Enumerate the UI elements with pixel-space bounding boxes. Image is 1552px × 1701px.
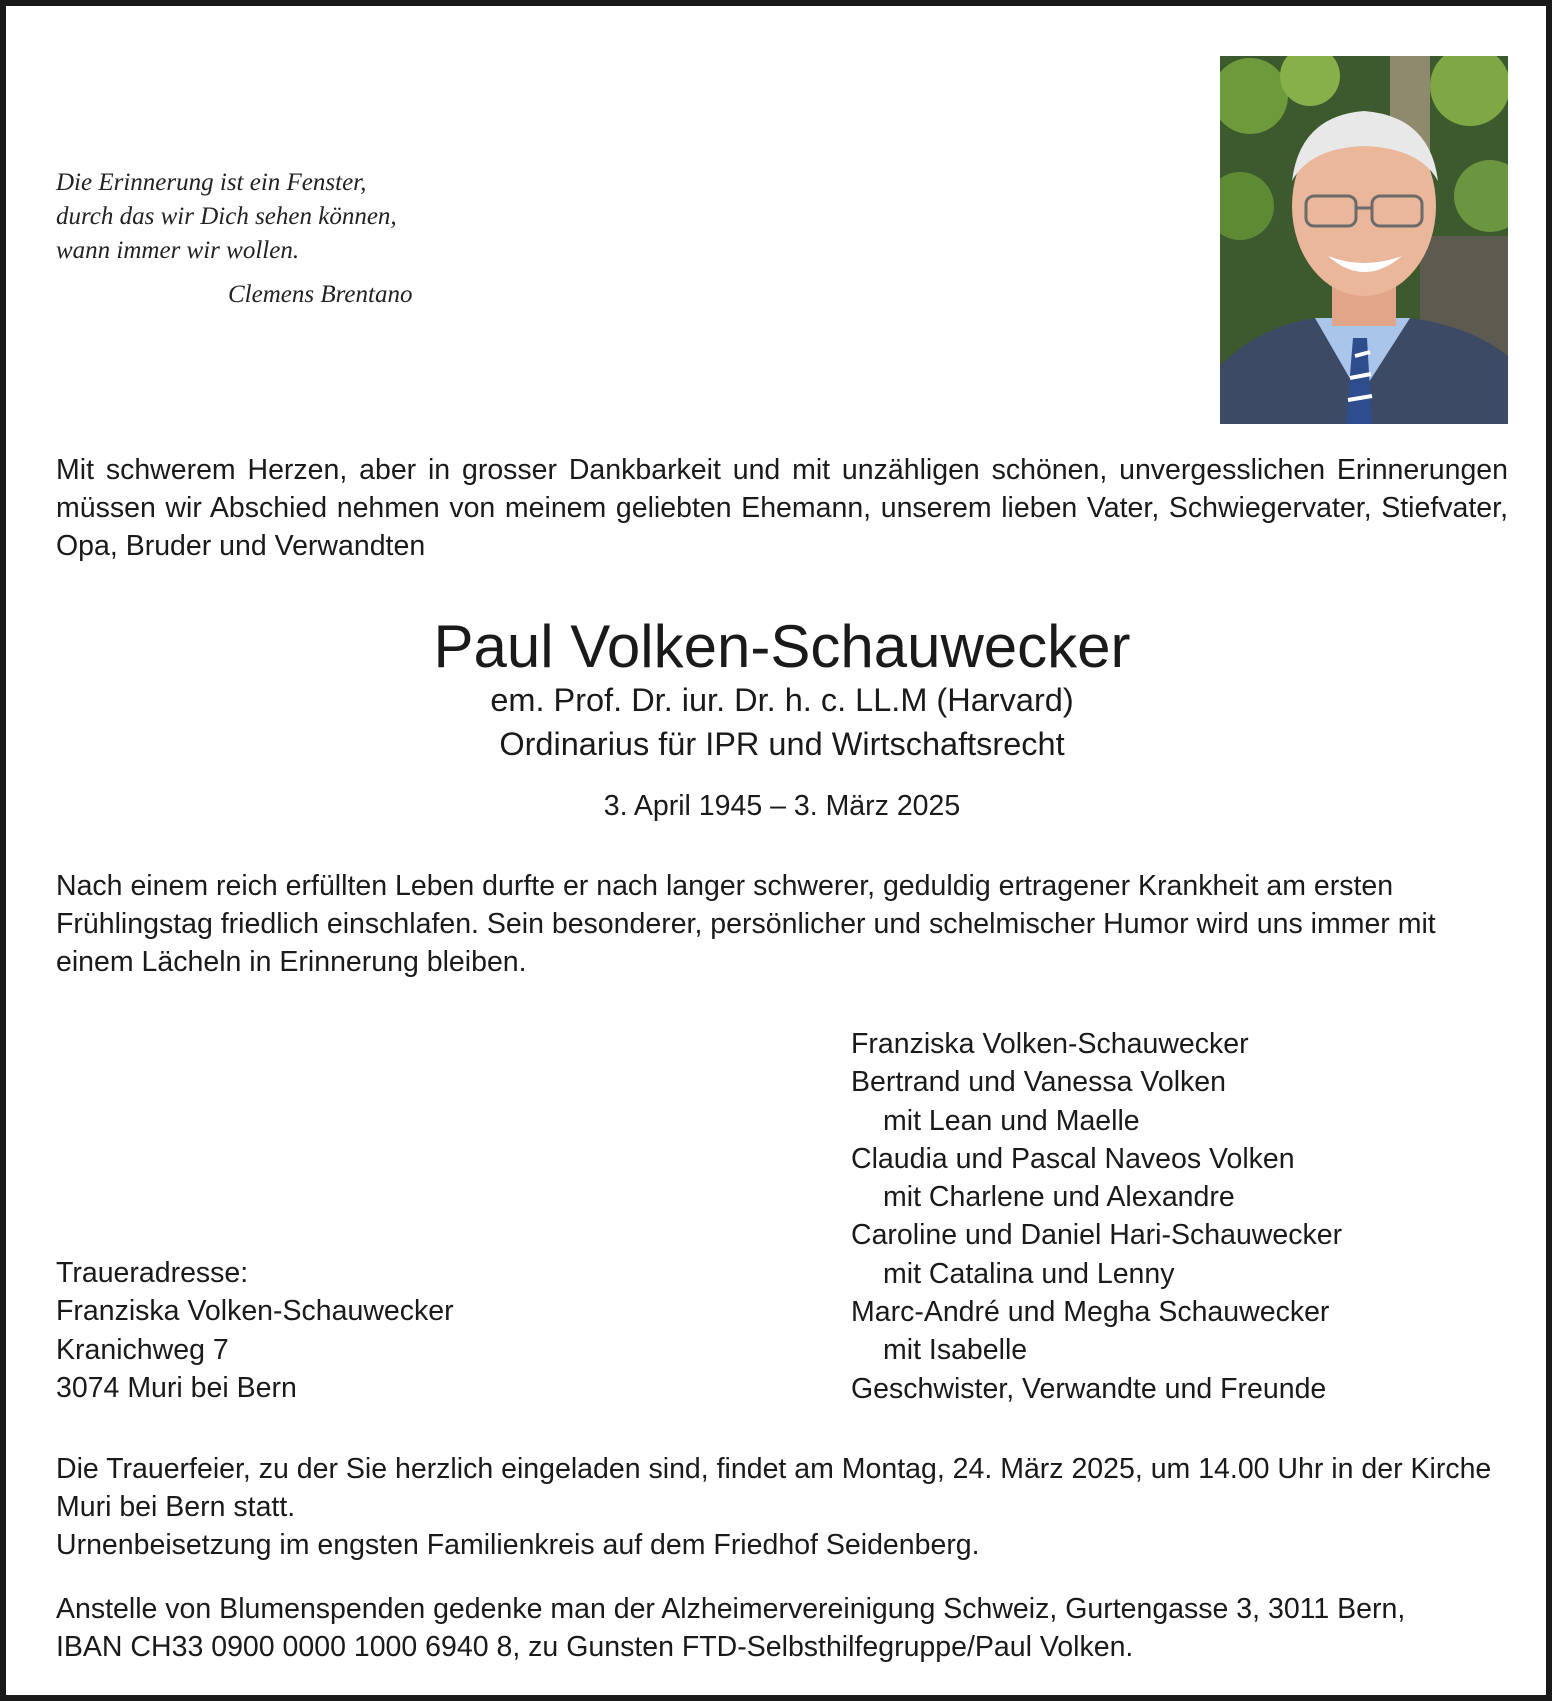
- mourner-entry: Caroline und Daniel Hari-Schauwecker: [851, 1219, 1343, 1252]
- quote-line: wann immer wir wollen.: [56, 237, 300, 264]
- ceremony-details: Die Trauerfeier, zu der Sie herzlich eingeladen sind, findet am Montag, 24. März 2025, um 14.00 Uhr in der Kirche Muri bei Bern statt.: [56, 1453, 1492, 1523]
- address-city: 3074 Muri bei Bern: [56, 1371, 297, 1404]
- ceremony-info: [56, 1450, 1508, 1564]
- address-street: Kranichweg 7: [56, 1333, 229, 1366]
- mourner-entry: Geschwister, Verwandte und Freunde: [851, 1372, 1327, 1405]
- mourner-entry: Bertrand und Vanessa Volken: [851, 1066, 1226, 1099]
- donation-info: [56, 1590, 1508, 1666]
- burial-details: Urnenbeisetzung im engsten Familienkreis auf dem Friedhof Seidenberg.: [56, 1529, 980, 1561]
- life-dates: 3. April 1945 – 3. März 2025: [603, 790, 961, 822]
- mourner-entry: Marc-André und Megha Schauwecker: [851, 1296, 1330, 1329]
- donation-recipient: Anstelle von Blumenspenden gedenke man der Alzheimervereinigung Schweiz, Gurtengasse 3, 3011 Bern,: [56, 1593, 1406, 1625]
- mourner-entry: mit Isabelle: [883, 1334, 1028, 1367]
- address-label: Traueradresse:: [56, 1257, 249, 1289]
- mourner-entry: mit Charlene und Alexandre: [883, 1181, 1235, 1214]
- deceased-position: Ordinarius für IPR und Wirtschaftsrecht: [499, 726, 1065, 762]
- intro-paragraph: Mit schwerem Herzen, aber in grosser Dankbarkeit und mit unzähligen schönen, unvergesslichen Erinnerungen müssen wir Abschied nehmen von meinem geliebten Ehemann, unserem lieben Vater, Schwiegervater, Stiefvater, Opa, Bruder und Verwandten: [56, 454, 1508, 562]
- deceased-degree: em. Prof. Dr. iur. Dr. h. c. LL.M (Harvard): [490, 682, 1074, 718]
- portrait-illustration: [1220, 56, 1508, 424]
- mourning-address: [56, 1254, 454, 1407]
- mourner-entry: mit Lean und Maelle: [883, 1104, 1140, 1137]
- quote-line: durch das wir Dich sehen können,: [56, 203, 397, 230]
- quote-author: Clemens Brentano: [228, 281, 413, 308]
- mourner-entry: Franziska Volken-Schauwecker: [851, 1028, 1249, 1060]
- address-name: Franziska Volken-Schauwecker: [56, 1295, 454, 1328]
- memorial-quote: [56, 166, 412, 312]
- mourners-list: [851, 1025, 1342, 1408]
- quote-line: Die Erinnerung ist ein Fenster,: [56, 169, 367, 196]
- donation-iban: IBAN CH33 0900 0000 1000 6940 8, zu Gunsten FTD-Selbsthilfegruppe/Paul Volken.: [56, 1631, 1134, 1663]
- deceased-name: Paul Volken-Schauwecker: [433, 613, 1131, 680]
- portrait-photo: [1220, 56, 1508, 424]
- mourner-entry: mit Catalina und Lenny: [883, 1257, 1175, 1290]
- mourner-entry: Claudia und Pascal Naveos Volken: [851, 1142, 1295, 1175]
- tribute-paragraph: Nach einem reich erfüllten Leben durfte er nach langer schwerer, geduldig ertragener Krankheit am ersten Frühlingstag friedlich einschlafen. Sein besonderer, persönlicher und schelmischer Humor wird uns immer mit einem Lächeln in Erinnerung bleiben.: [56, 870, 1436, 978]
